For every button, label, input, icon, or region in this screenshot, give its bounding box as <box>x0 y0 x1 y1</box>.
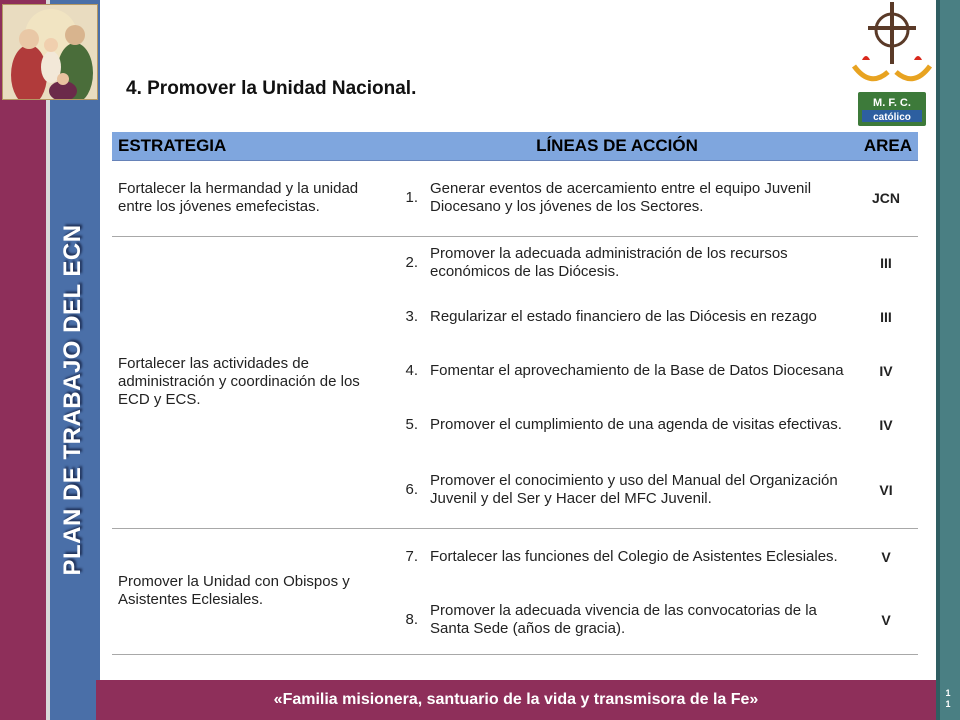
linea-number: 4. <box>405 362 418 379</box>
table-row <box>112 528 918 586</box>
estrategia-cell: Promover la Unidad con Obispos y Asistentes Eclesiales. <box>112 528 380 654</box>
linea-number: 1. <box>380 160 424 236</box>
left-decorative-bar <box>0 0 48 720</box>
area-cell: IV <box>879 363 893 379</box>
right-bar-divider <box>936 0 940 720</box>
linea-text: Promover la adecuada vivencia de las convocatorias de la Santa Sede (años de gracia). <box>424 586 854 654</box>
estrategia-cell: Fortalecer las actividades de administración y coordinación de los ECD y ECS. <box>112 236 380 528</box>
area-cell: IV <box>879 417 893 433</box>
area-cell: III <box>880 309 892 325</box>
table-header-row <box>112 132 918 160</box>
page-number: 1 1 <box>945 688 951 709</box>
linea-text: Promover el conocimiento y uso del Manual del Organización Juvenil y del Ser y Hacer del MFC Juvenil. <box>424 452 854 528</box>
area-cell: VI <box>854 452 918 528</box>
header-lineas: LÍNEAS DE ACCIÓN <box>380 132 854 160</box>
linea-text: Promover el cumplimiento de una agenda de visitas efectivas. <box>430 416 842 433</box>
linea-text: Promover la adecuada administración de los recursos económicos de las Diócesis. <box>430 245 788 281</box>
linea-number: 8. <box>380 586 424 654</box>
area-cell: V <box>881 549 891 566</box>
page-title: 4. Promover la Unidad Nacional. <box>126 78 417 99</box>
header-estrategia: ESTRATEGIA <box>112 132 380 160</box>
holy-family-image <box>2 4 98 100</box>
area-cell: V <box>854 586 918 654</box>
estrategia-cell: Fortalecer la hermandad y la unidad entre los jóvenes emefecistas. <box>112 160 380 236</box>
footer-motto: «Familia misionera, santuario de la vida y transmisora de la Fe» <box>96 680 936 720</box>
logo-text-catolico: católico <box>873 112 911 123</box>
header-area: AREA <box>854 132 918 160</box>
action-plan-table <box>112 132 918 655</box>
area-cell: JCN <box>854 160 918 236</box>
area-cell: III <box>880 255 892 272</box>
linea-text: Generar eventos de acercamiento entre el equipo Juvenil Diocesano y los jóvenes de los Sectores. <box>424 160 854 236</box>
table-row <box>112 160 918 236</box>
linea-text: Regularizar el estado financiero de las Diócesis en rezago <box>430 308 817 325</box>
linea-number: 2. <box>405 254 418 272</box>
linea-number: 6. <box>380 452 424 528</box>
sidebar-title: PLAN DE TRABAJO DEL ECN <box>59 224 86 576</box>
table-row <box>112 236 918 290</box>
linea-number: 7. <box>405 548 418 566</box>
left-bar-divider <box>46 0 50 720</box>
logo-text-mfc: M. F. C. <box>873 97 911 109</box>
linea-number: 5. <box>405 416 418 433</box>
linea-text: Fortalecer las funciones del Colegio de Asistentes Eclesiales. <box>430 548 838 566</box>
linea-number: 3. <box>405 308 418 325</box>
linea-text: Fomentar el aprovechamiento de la Base de Datos Diocesana <box>430 362 844 379</box>
mfc-logo <box>848 0 936 130</box>
